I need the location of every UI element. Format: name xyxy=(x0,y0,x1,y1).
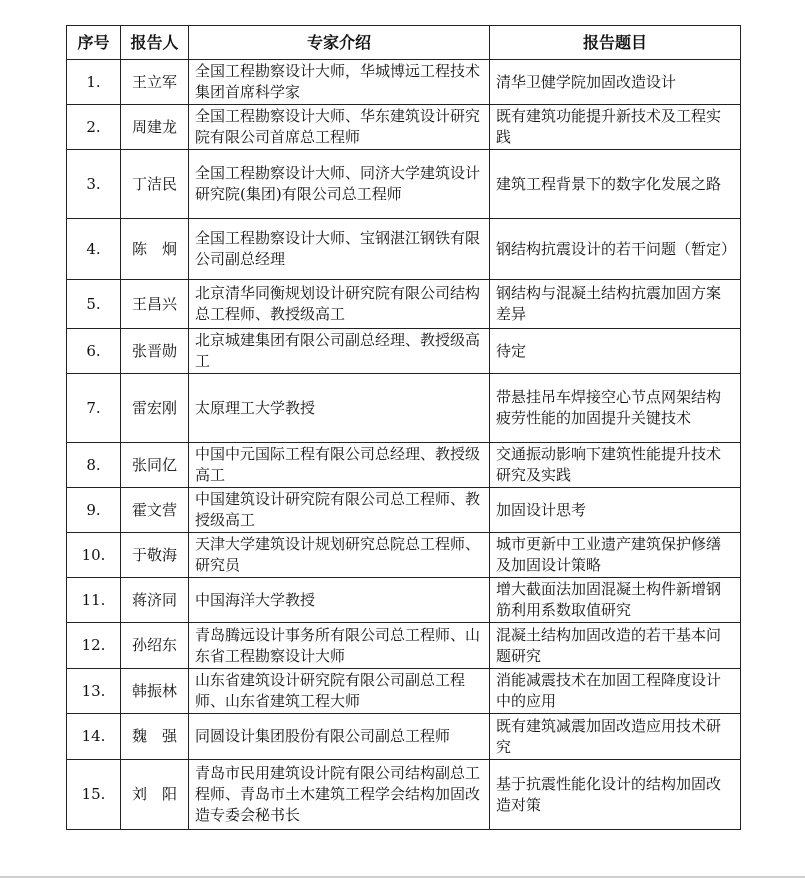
table-row xyxy=(67,623,741,669)
speaker-name: 张晋勋 xyxy=(121,329,189,374)
report-topic: 城市更新中工业遗产建筑保护修缮及加固设计策略 xyxy=(490,533,741,578)
report-topic: 交通振动影响下建筑性能提升技术研究及实践 xyxy=(490,443,741,488)
expert-intro: 太原理工大学教授 xyxy=(189,374,490,443)
report-topic: 清华卫健学院加固改造设计 xyxy=(490,60,741,105)
row-number: 4. xyxy=(67,219,121,280)
expert-intro: 同圆设计集团股份有限公司副总工程师 xyxy=(189,714,490,760)
row-number: 9. xyxy=(67,488,121,533)
speaker-name: 刘 阳 xyxy=(121,760,189,830)
expert-intro: 全国工程勘察设计大师、同济大学建筑设计研究院(集团)有限公司总工程师 xyxy=(189,150,490,219)
header-topic: 报告题目 xyxy=(490,26,741,60)
row-number: 13. xyxy=(67,669,121,714)
table-row xyxy=(67,443,741,488)
table-body xyxy=(67,60,741,830)
table-row xyxy=(67,105,741,150)
expert-intro: 全国工程勘察设计大师、宝钢湛江钢铁有限公司副总经理 xyxy=(189,219,490,280)
row-number: 5. xyxy=(67,280,121,329)
report-topic: 带悬挂吊车焊接空心节点网架结构疲劳性能的加固提升关键技术 xyxy=(490,374,741,443)
report-topic: 待定 xyxy=(490,329,741,374)
table-row xyxy=(67,578,741,623)
row-number: 3. xyxy=(67,150,121,219)
expert-intro: 山东省建筑设计研究院有限公司副总工程师、山东省建筑工程大师 xyxy=(189,669,490,714)
report-topic: 钢结构抗震设计的若干问题（暂定） xyxy=(490,219,741,280)
row-number: 2. xyxy=(67,105,121,150)
table-row xyxy=(67,374,741,443)
expert-intro: 全国工程勘察设计大师，华城博远工程技术集团首席科学家 xyxy=(189,60,490,105)
report-topic: 建筑工程背景下的数字化发展之路 xyxy=(490,150,741,219)
expert-intro: 全国工程勘察设计大师、华东建筑设计研究院有限公司首席总工程师 xyxy=(189,105,490,150)
expert-intro: 天津大学建筑设计规划研究总院总工程师、研究员 xyxy=(189,533,490,578)
table-row xyxy=(67,280,741,329)
report-topic: 加固设计思考 xyxy=(490,488,741,533)
table-row xyxy=(67,669,741,714)
table-row xyxy=(67,219,741,280)
row-number: 11. xyxy=(67,578,121,623)
report-topic: 混凝土结构加固改造的若干基本问题研究 xyxy=(490,623,741,669)
header-speaker: 报告人 xyxy=(121,26,189,60)
table-row xyxy=(67,488,741,533)
table-row xyxy=(67,760,741,830)
speaker-name: 于敬海 xyxy=(121,533,189,578)
speaker-name: 陈 炯 xyxy=(121,219,189,280)
row-number: 14. xyxy=(67,714,121,760)
table-header-row xyxy=(67,26,741,60)
table-row xyxy=(67,150,741,219)
expert-intro: 中国中元国际工程有限公司总经理、教授级高工 xyxy=(189,443,490,488)
report-topic: 增大截面法加固混凝土构件新增钢筋利用系数取值研究 xyxy=(490,578,741,623)
table-row xyxy=(67,60,741,105)
table-row xyxy=(67,533,741,578)
row-number: 1. xyxy=(67,60,121,105)
expert-intro: 中国海洋大学教授 xyxy=(189,578,490,623)
speaker-schedule-table xyxy=(66,25,741,830)
speaker-name: 魏 强 xyxy=(121,714,189,760)
report-topic: 既有建筑功能提升新技术及工程实践 xyxy=(490,105,741,150)
header-no: 序号 xyxy=(67,26,121,60)
report-topic: 既有建筑减震加固改造应用技术研究 xyxy=(490,714,741,760)
report-topic: 消能减震技术在加固工程降度设计中的应用 xyxy=(490,669,741,714)
expert-intro: 北京清华同衡规划设计研究院有限公司结构总工程师、教授级高工 xyxy=(189,280,490,329)
speaker-name: 张同亿 xyxy=(121,443,189,488)
speaker-name: 周建龙 xyxy=(121,105,189,150)
expert-intro: 青岛腾远设计事务所有限公司总工程师、山东省工程勘察设计大师 xyxy=(189,623,490,669)
page-bottom-divider xyxy=(0,876,805,878)
report-topic: 钢结构与混凝土结构抗震加固方案差异 xyxy=(490,280,741,329)
speaker-name: 韩振林 xyxy=(121,669,189,714)
table-row xyxy=(67,329,741,374)
speaker-name: 霍文营 xyxy=(121,488,189,533)
row-number: 6. xyxy=(67,329,121,374)
header-intro: 专家介绍 xyxy=(189,26,490,60)
speaker-name: 王昌兴 xyxy=(121,280,189,329)
speaker-name: 孙绍东 xyxy=(121,623,189,669)
speaker-name: 蒋济同 xyxy=(121,578,189,623)
row-number: 8. xyxy=(67,443,121,488)
speaker-name: 王立军 xyxy=(121,60,189,105)
speaker-name: 雷宏刚 xyxy=(121,374,189,443)
table-row xyxy=(67,714,741,760)
row-number: 10. xyxy=(67,533,121,578)
speaker-name: 丁洁民 xyxy=(121,150,189,219)
row-number: 12. xyxy=(67,623,121,669)
row-number: 15. xyxy=(67,760,121,830)
expert-intro: 北京城建集团有限公司副总经理、教授级高工 xyxy=(189,329,490,374)
expert-intro: 青岛市民用建筑设计院有限公司结构副总工程师、青岛市土木建筑工程学会结构加固改造专委会秘书长 xyxy=(189,760,490,830)
row-number: 7. xyxy=(67,374,121,443)
expert-intro: 中国建筑设计研究院有限公司总工程师、教授级高工 xyxy=(189,488,490,533)
report-topic: 基于抗震性能化设计的结构加固改造对策 xyxy=(490,760,741,830)
